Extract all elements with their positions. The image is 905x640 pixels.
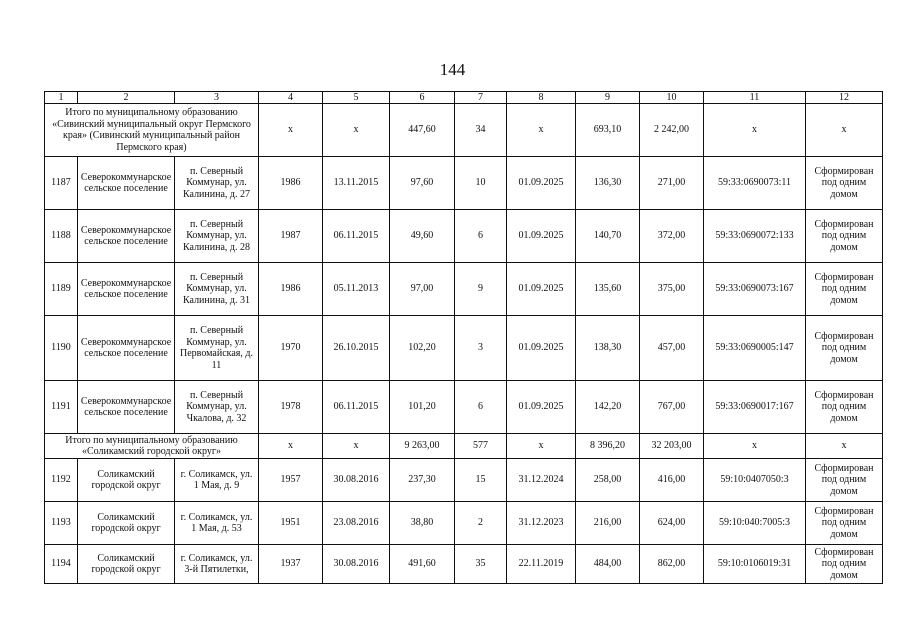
table-row [45, 210, 883, 263]
cell-area3: 416,00 [640, 459, 704, 502]
summary-cell: 9 263,00 [390, 434, 455, 459]
summary-cell: х [806, 434, 883, 459]
summary-cell: 693,10 [576, 104, 640, 157]
cell-n: 1193 [45, 502, 78, 545]
cell-date: 13.11.2015 [323, 157, 390, 210]
cell-year: 1937 [259, 545, 323, 584]
cell-cad: 59:10:040:7005:3 [704, 502, 806, 545]
cell-year: 1978 [259, 381, 323, 434]
cell-mun: Северокоммунарское сельское поселение [78, 210, 175, 263]
summary-cell: х [259, 434, 323, 459]
summary-cell: х [323, 104, 390, 157]
column-number: 1 [45, 92, 78, 104]
cell-addr: г. Соликамск, ул. 1 Мая, д. 53 [175, 502, 259, 545]
summary-label: Итого по муниципальному образованию «Соликамский городской округ» [45, 434, 259, 459]
cell-note: Сформирован под одним домом [806, 459, 883, 502]
cell-cad: 59:10:0407050:3 [704, 459, 806, 502]
cell-people: 15 [455, 459, 507, 502]
cell-date: 06.11.2015 [323, 381, 390, 434]
cell-date: 26.10.2015 [323, 316, 390, 381]
cell-people: 10 [455, 157, 507, 210]
cell-date: 30.08.2016 [323, 545, 390, 584]
cell-year: 1987 [259, 210, 323, 263]
cell-area: 491,60 [390, 545, 455, 584]
summary-cell: 32 203,00 [640, 434, 704, 459]
summary-label: Итого по муниципальному образованию «Сивинский муниципальный округ Пермского края» (Сивинский муниципальный район Пермского края) [45, 104, 259, 157]
cell-area: 237,30 [390, 459, 455, 502]
cell-cad: 59:33:0690005:147 [704, 316, 806, 381]
cell-n: 1192 [45, 459, 78, 502]
cell-n: 1190 [45, 316, 78, 381]
cell-area2: 136,30 [576, 157, 640, 210]
cell-mun: Соликамский городской округ [78, 459, 175, 502]
cell-area: 101,20 [390, 381, 455, 434]
cell-area3: 624,00 [640, 502, 704, 545]
cell-cad: 59:33:0690073:167 [704, 263, 806, 316]
cell-n: 1194 [45, 545, 78, 584]
cell-area2: 135,60 [576, 263, 640, 316]
summary-cell: х [323, 434, 390, 459]
cell-note: Сформирован под одним домом [806, 157, 883, 210]
cell-n: 1187 [45, 157, 78, 210]
cell-addr: п. Северный Коммунар, ул. Калинина, д. 31 [175, 263, 259, 316]
cell-addr: п. Северный Коммунар, ул. Первомайская, д. 11 [175, 316, 259, 381]
cell-year: 1970 [259, 316, 323, 381]
cell-n: 1191 [45, 381, 78, 434]
cell-people: 35 [455, 545, 507, 584]
cell-addr: п. Северный Коммунар, ул. Калинина, д. 27 [175, 157, 259, 210]
table-row [45, 316, 883, 381]
cell-area2: 216,00 [576, 502, 640, 545]
cell-year: 1986 [259, 263, 323, 316]
table-row [45, 381, 883, 434]
cell-term: 01.09.2025 [507, 157, 576, 210]
table-row [45, 502, 883, 545]
column-number: 12 [806, 92, 883, 104]
cell-area2: 138,30 [576, 316, 640, 381]
cell-mun: Северокоммунарское сельское поселение [78, 157, 175, 210]
cell-area2: 484,00 [576, 545, 640, 584]
cell-cad: 59:33:0690017:167 [704, 381, 806, 434]
cell-cad: 59:10:0106019:31 [704, 545, 806, 584]
cell-cad: 59:33:0690072:133 [704, 210, 806, 263]
cell-term: 01.09.2025 [507, 381, 576, 434]
cell-area: 49,60 [390, 210, 455, 263]
summary-row [45, 434, 883, 459]
cell-addr: п. Северный Коммунар, ул. Калинина, д. 28 [175, 210, 259, 263]
cell-note: Сформирован под одним домом [806, 502, 883, 545]
cell-term: 31.12.2024 [507, 459, 576, 502]
summary-cell: 2 242,00 [640, 104, 704, 157]
summary-cell: х [259, 104, 323, 157]
cell-note: Сформирован под одним домом [806, 316, 883, 381]
cell-term: 01.09.2025 [507, 263, 576, 316]
page-number: 144 [439, 60, 466, 79]
cell-note: Сформирован под одним домом [806, 381, 883, 434]
cell-addr: п. Северный Коммунар, ул. Чкалова, д. 32 [175, 381, 259, 434]
cell-mun: Соликамский городской округ [78, 545, 175, 584]
column-number: 6 [390, 92, 455, 104]
cell-term: 01.09.2025 [507, 316, 576, 381]
cell-term: 31.12.2023 [507, 502, 576, 545]
summary-row [45, 104, 883, 157]
summary-cell: 577 [455, 434, 507, 459]
cell-note: Сформирован под одним домом [806, 263, 883, 316]
cell-year: 1957 [259, 459, 323, 502]
summary-cell: 8 396,20 [576, 434, 640, 459]
column-number: 4 [259, 92, 323, 104]
cell-n: 1188 [45, 210, 78, 263]
column-number-row [45, 92, 883, 104]
column-number: 2 [78, 92, 175, 104]
cell-area: 97,00 [390, 263, 455, 316]
cell-area: 102,20 [390, 316, 455, 381]
cell-area3: 372,00 [640, 210, 704, 263]
cell-area3: 375,00 [640, 263, 704, 316]
cell-term: 01.09.2025 [507, 210, 576, 263]
summary-cell: х [704, 104, 806, 157]
cell-area2: 258,00 [576, 459, 640, 502]
cell-date: 30.08.2016 [323, 459, 390, 502]
summary-cell: х [704, 434, 806, 459]
summary-cell: х [507, 104, 576, 157]
cell-date: 23.08.2016 [323, 502, 390, 545]
cell-addr: г. Соликамск, ул. 3-й Пятилетки, [175, 545, 259, 584]
cell-people: 2 [455, 502, 507, 545]
summary-cell: 447,60 [390, 104, 455, 157]
cell-area3: 767,00 [640, 381, 704, 434]
register-table [44, 91, 883, 584]
cell-addr: г. Соликамск, ул. 1 Мая, д. 9 [175, 459, 259, 502]
cell-mun: Соликамский городской округ [78, 502, 175, 545]
cell-year: 1951 [259, 502, 323, 545]
cell-mun: Северокоммунарское сельское поселение [78, 263, 175, 316]
cell-note: Сформирован под одним домом [806, 210, 883, 263]
cell-area: 97,60 [390, 157, 455, 210]
cell-note: Сформирован под одним домом [806, 545, 883, 584]
table-row [45, 157, 883, 210]
cell-year: 1986 [259, 157, 323, 210]
table-row [45, 459, 883, 502]
table-row [45, 263, 883, 316]
cell-area3: 271,00 [640, 157, 704, 210]
cell-people: 6 [455, 381, 507, 434]
cell-area3: 457,00 [640, 316, 704, 381]
cell-term: 22.11.2019 [507, 545, 576, 584]
column-number: 5 [323, 92, 390, 104]
cell-date: 05.11.2013 [323, 263, 390, 316]
cell-people: 6 [455, 210, 507, 263]
column-number: 10 [640, 92, 704, 104]
column-number: 11 [704, 92, 806, 104]
column-number: 9 [576, 92, 640, 104]
column-number: 8 [507, 92, 576, 104]
table-row [45, 545, 883, 584]
cell-area: 38,80 [390, 502, 455, 545]
cell-date: 06.11.2015 [323, 210, 390, 263]
cell-mun: Северокоммунарское сельское поселение [78, 316, 175, 381]
cell-cad: 59:33:0690073:11 [704, 157, 806, 210]
summary-cell: х [507, 434, 576, 459]
cell-area2: 140,70 [576, 210, 640, 263]
cell-mun: Северокоммунарское сельское поселение [78, 381, 175, 434]
column-number: 7 [455, 92, 507, 104]
cell-area2: 142,20 [576, 381, 640, 434]
summary-cell: х [806, 104, 883, 157]
column-number: 3 [175, 92, 259, 104]
cell-people: 3 [455, 316, 507, 381]
cell-n: 1189 [45, 263, 78, 316]
cell-area3: 862,00 [640, 545, 704, 584]
cell-people: 9 [455, 263, 507, 316]
summary-cell: 34 [455, 104, 507, 157]
